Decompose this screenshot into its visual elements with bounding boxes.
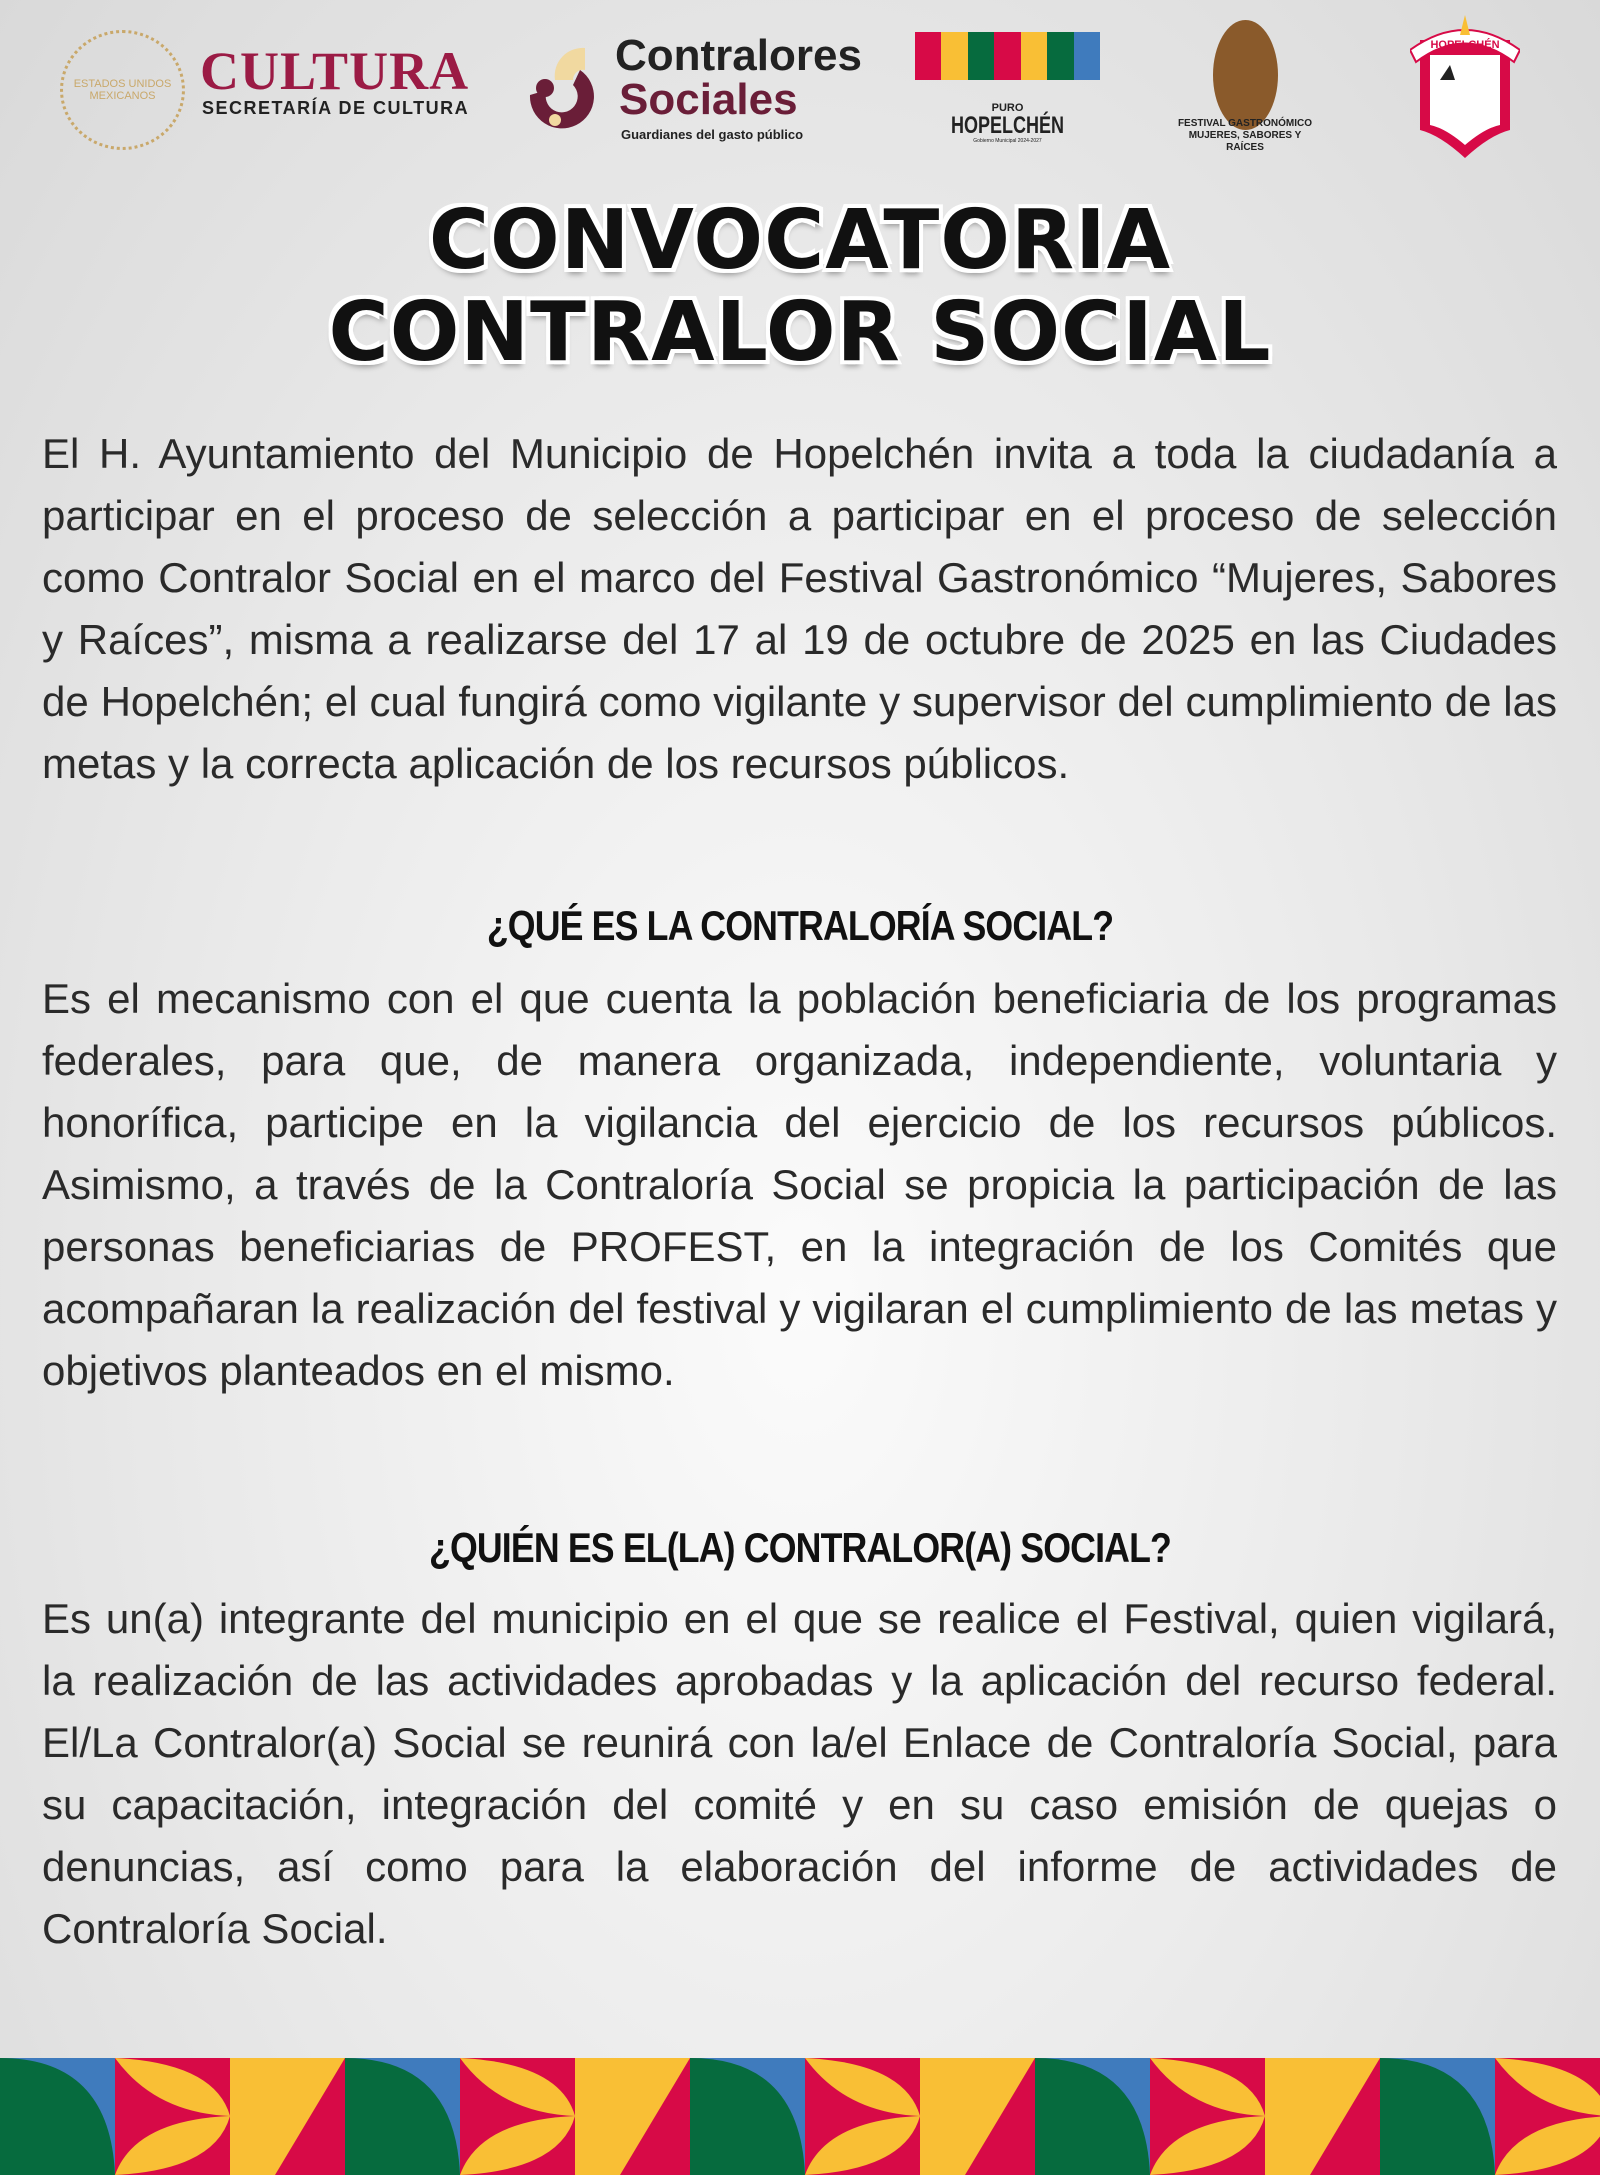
pattern-tile — [1035, 2058, 1150, 2175]
title-line-2: CONTRALOR SOCIAL — [328, 285, 1272, 380]
pattern-tile — [0, 2058, 115, 2175]
contralores-icon — [525, 40, 615, 130]
intro-paragraph: El H. Ayuntamiento del Municipio de Hopelchén invita a toda la ciudadanía a participar en el proceso de selección a participar en el proceso de selección como Contralor Social en el marco del Festival Gastronómico “Mujeres, Sabores y Raíces”, misma a realizarse del 17 al 19 de octubre de 2025 en las Ciudades de Hopelchén; el cual fungirá como vigilante y supervisor del cumplimiento de las metas y la correcta aplicación de los recursos públicos. — [42, 430, 1557, 787]
hopelchen-graphic — [915, 32, 1100, 80]
pattern-tile — [1265, 2058, 1380, 2175]
mexican-seal-icon: ESTADOS UNIDOS MEXICANOS — [60, 30, 185, 150]
pattern-tile — [690, 2058, 805, 2175]
hopelchen-sub: Gobierno Municipal 2024-2027 — [973, 138, 1042, 144]
pattern-tile — [575, 2058, 690, 2175]
cultura-subtitle: SECRETARÍA DE CULTURA — [202, 98, 470, 118]
festival-caption-1: FESTIVAL GASTRONÓMICO — [1177, 118, 1313, 129]
pattern-tile — [1150, 2058, 1265, 2175]
festival-logo — [1175, 20, 1315, 153]
title-line-1: CONVOCATORIA — [428, 193, 1172, 288]
page-title — [0, 195, 1600, 379]
pattern-tile — [1380, 2058, 1495, 2175]
section1-heading: ¿QUÉ ES LA CONTRALORÍA SOCIAL? — [486, 902, 1114, 949]
contralores-line1: Contralores — [615, 31, 862, 80]
secretaria-cultura-logo — [60, 30, 490, 150]
section1-body: Es el mecanismo con el que cuenta la población beneficiaria de los programas federales, para que, de manera organizada, independiente, voluntaria y honorífica, participe en la vigilancia del ejercicio de los recursos públicos. Asimismo, a través de la Contraloría Social se propicia la participación de las personas beneficiarias de PROFEST, en la integración de los Comités que acompañaran la realización del festival y vigilaran el cumplimiento de las metas y objetivos planteados en el mismo. — [42, 975, 1557, 1394]
contralores-line2: Sociales — [619, 75, 798, 124]
coat-of-arms-icon — [1410, 10, 1520, 160]
pattern-tile — [460, 2058, 575, 2175]
pattern-tile — [230, 2058, 345, 2175]
pattern-tile — [1495, 2058, 1600, 2175]
cultura-title: CULTURA — [200, 41, 470, 101]
svg-text:HOPELCHÉN: HOPELCHÉN — [1430, 39, 1500, 51]
pattern-tile — [345, 2058, 460, 2175]
puro-label: PURO — [991, 102, 1024, 114]
contralores-sociales-logo — [525, 31, 895, 145]
hopelchen-name: HOPELCHÉN — [950, 112, 1065, 139]
pattern-tile — [805, 2058, 920, 2175]
festival-caption-2: MUJERES, SABORES Y RAÍCES — [1188, 130, 1302, 153]
section2-heading: ¿QUIÉN ES EL(LA) CONTRALOR(A) SOCIAL? — [429, 1524, 1171, 1571]
woman-portrait-icon — [1213, 20, 1278, 130]
section2-body: Es un(a) integrante del municipio en el que se realice el Festival, quien vigilará, la realización de las actividades aprobadas y la aplicación del recurso federal. El/La Contralor(a) Social se reunirá con la/el Enlace de Contraloría Social, para su capacitación, integración del comité y en su caso emisión de quejas o denuncias, así como para la elaboración del informe de actividades de Contraloría Social. — [42, 1595, 1557, 1952]
decorative-pattern-band — [0, 2058, 1600, 2175]
logo-header — [0, 0, 1600, 175]
hopelchen-coat-of-arms — [1410, 10, 1520, 160]
pattern-tile — [115, 2058, 230, 2175]
puro-hopelchen-logo — [915, 32, 1100, 152]
contralores-tagline: Guardianes del gasto público — [621, 127, 804, 142]
pattern-tile — [920, 2058, 1035, 2175]
